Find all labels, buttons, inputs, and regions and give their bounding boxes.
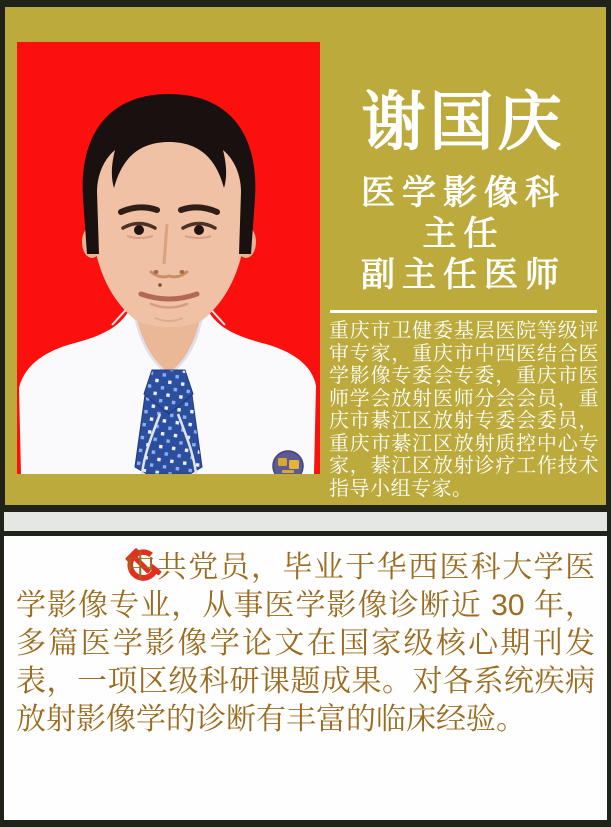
- portrait-photo-illustration: [17, 42, 320, 474]
- department-line: 医学影像科: [361, 174, 566, 212]
- coat-badge-icon: [273, 451, 303, 474]
- party-emblem-icon: [68, 545, 110, 585]
- rank-line: 副主任医师: [361, 256, 566, 294]
- bio-text: 中共党员，毕业于华西医科大学医学影像专业，从事医学影像诊断近 30 年，多篇医学影像学论文在国家级核心期刊发表，一项区级科研课题成果。对各系统疾病放射影像学的诊断有丰富的临床经验。: [16, 551, 595, 736]
- divider-line: [330, 310, 597, 313]
- doctor-titles: [322, 173, 605, 296]
- credentials-text: 重庆市卫健委基层医院等级评审专家，重庆市中西医结合医学影像专委会专委，重庆市医师学会放射医师分会会员，重庆市綦江区放射专委会委员，重庆市綦江区放射质控中心专家，綦江区放射诊疗工作技术指导小组专家。: [329, 320, 599, 500]
- info-column: [322, 7, 605, 505]
- position-line: 主任: [422, 215, 505, 253]
- portrait-photo: [17, 42, 320, 474]
- separator-strip: [4, 512, 607, 531]
- doctor-name: 谢国庆: [361, 86, 566, 158]
- bio-panel: [4, 536, 607, 820]
- gold-panel: [5, 7, 606, 505]
- bio-paragraph: [4, 536, 607, 739]
